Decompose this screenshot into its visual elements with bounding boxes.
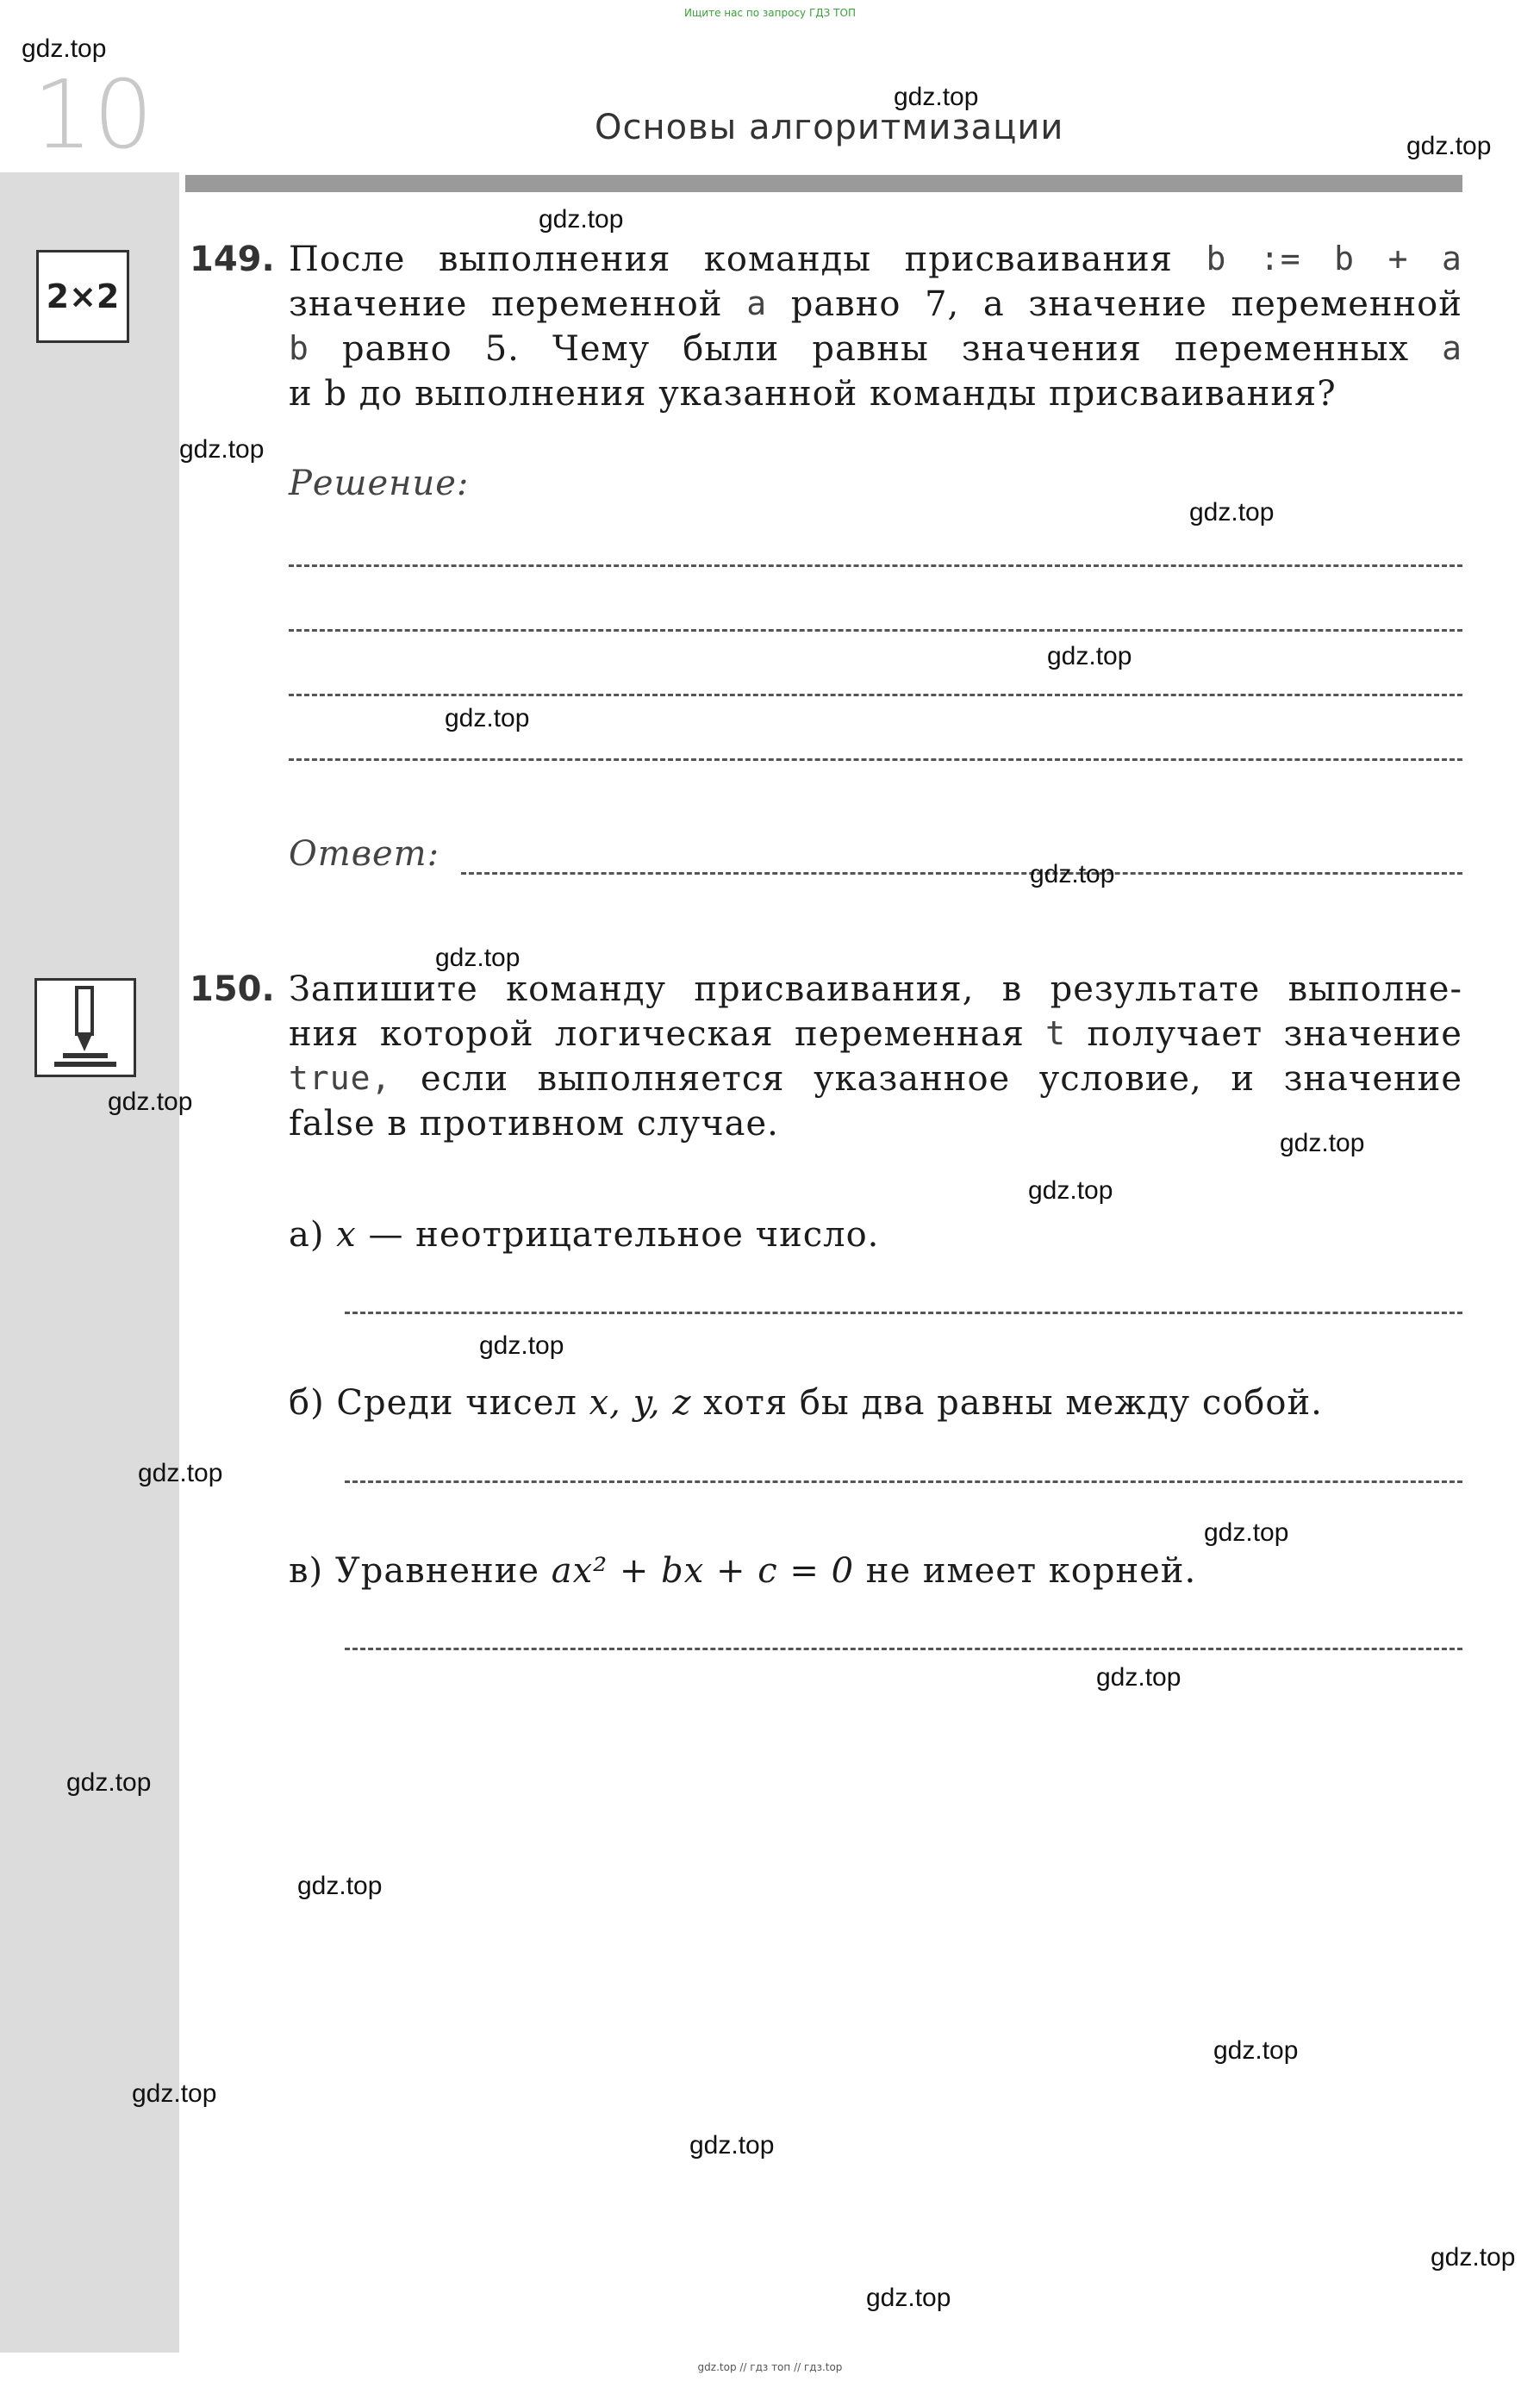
solution-line-4 [289, 758, 1462, 761]
watermark: gdz.top [132, 2079, 217, 2108]
task-150-line-1: Запишите команду присваивания, в результате выполне- [289, 969, 1462, 1009]
watermark: gdz.top [179, 435, 265, 464]
task-149-number: 149. [190, 240, 275, 279]
task-150-line-2: ния которой логическая переменная t получает значение [289, 1014, 1462, 1054]
watermark: gdz.top [435, 944, 521, 972]
watermark: gdz.top [22, 34, 107, 63]
page-margin-strip [0, 172, 179, 2353]
subtask-b: б) Среди чисел x, y, z хотя бы два равны между собой. [289, 1383, 1323, 1423]
watermark: gdz.top [1431, 2243, 1516, 2272]
watermark: gdz.top [1030, 860, 1115, 888]
task-150-line-3: true, если выполняется указанное условие, и значение [289, 1059, 1462, 1099]
watermark: gdz.top [1189, 498, 1275, 527]
watermark: gdz.top [297, 1872, 383, 1900]
task-149-line-1: После выполнения команды присваивания b := b + a [289, 240, 1462, 279]
task-149-line-4: и b до выполнения указанной команды присваивания? [289, 374, 1337, 414]
solution-label: Решение: [289, 464, 470, 503]
watermark: gdz.top [1047, 642, 1132, 670]
subtask-a-answer-line [345, 1312, 1462, 1314]
watermark: gdz.top [539, 205, 624, 234]
chapter-title: Основы алгоритмизации [595, 108, 1064, 147]
watermark: gdz.top [66, 1768, 152, 1797]
calculation-icon [36, 250, 129, 343]
header-rule [185, 175, 1462, 192]
watermark: gdz.top [1280, 1129, 1365, 1157]
subtask-c-answer-line [345, 1648, 1462, 1650]
watermark: gdz.top [689, 2131, 775, 2160]
watermark: gdz.top [1213, 2036, 1299, 2065]
watermark: gdz.top [445, 704, 530, 732]
page-number: 10 [33, 59, 153, 170]
subtask-a: а) x — неотрицательное число. [289, 1215, 880, 1255]
watermark: gdz.top [108, 1088, 193, 1116]
task-150-number: 150. [190, 969, 275, 1009]
top-note: Ищите нас по запросу ГДЗ ТОП [684, 7, 856, 19]
answer-line [461, 872, 1462, 875]
task-149-line-2: значение переменной a равно 7, а значение переменной [289, 284, 1462, 324]
calculation-icon-label: 2×2 [46, 277, 120, 315]
subtask-b-answer-line [345, 1480, 1462, 1483]
watermark: gdz.top [1204, 1518, 1289, 1547]
watermark: gdz.top [894, 83, 979, 111]
write-pencil-icon [34, 978, 136, 1077]
subtask-c: в) Уравнение ax² + bx + c = 0 не имеет корней. [289, 1551, 1197, 1591]
bottom-note: gdz.top // гдз топ // гдз.top [697, 2361, 843, 2373]
task-150-line-4: false в противном случае. [289, 1104, 779, 1144]
watermark: gdz.top [866, 2284, 951, 2312]
watermark: gdz.top [479, 1331, 564, 1360]
solution-line-1 [289, 564, 1462, 567]
watermark: gdz.top [1096, 1663, 1181, 1692]
solution-line-2 [289, 629, 1462, 632]
watermark: gdz.top [1028, 1176, 1113, 1205]
task-149-line-3: b равно 5. Чему были равны значения переменных a [289, 329, 1462, 369]
watermark: gdz.top [138, 1459, 223, 1487]
solution-line-3 [289, 694, 1462, 696]
answer-label: Ответ: [289, 834, 440, 874]
watermark: gdz.top [1406, 132, 1492, 160]
